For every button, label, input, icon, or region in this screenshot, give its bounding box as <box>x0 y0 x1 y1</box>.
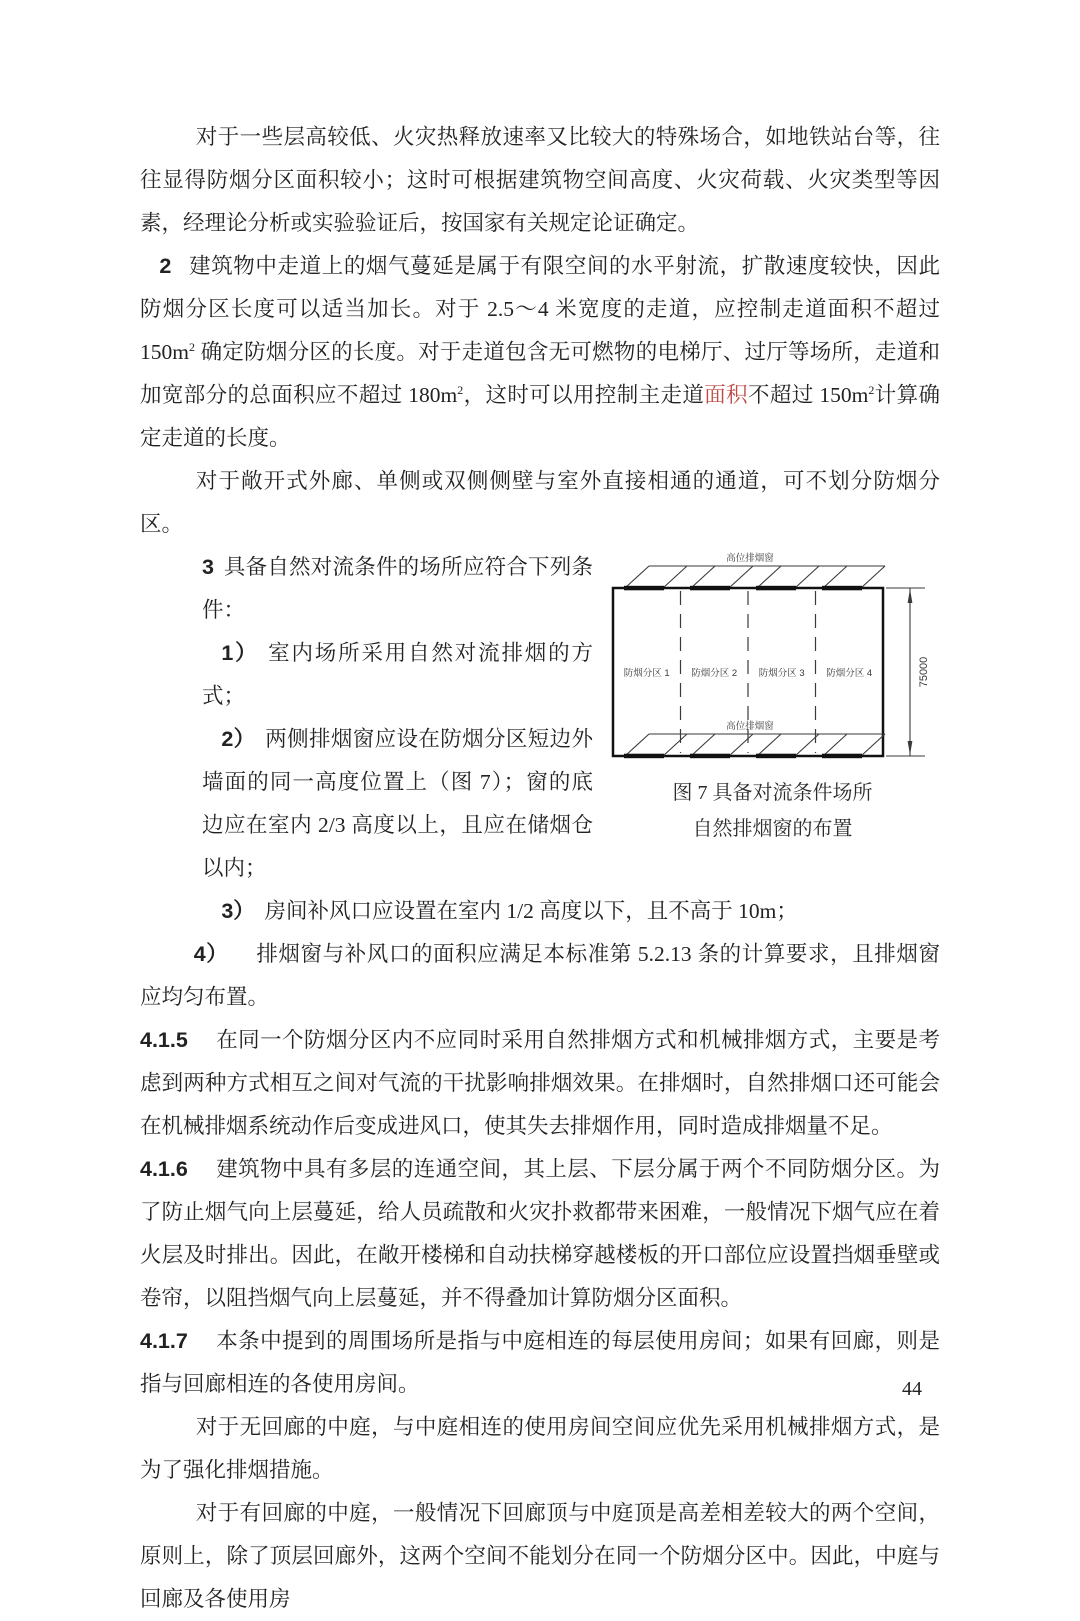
item-number: 3） <box>221 899 255 923</box>
paragraph-text: 两侧排烟窗应设在防烟分区短边外墙面的同一高度位置上（图 7）；窗的底边应在室内 2/3 高度以上，且应在储烟仓以内； <box>202 727 593 880</box>
top-vent-label: 高位排烟窗 <box>726 553 774 564</box>
zone-label-3: 防烟分区 3 <box>758 668 805 679</box>
item-number: 2 <box>159 254 172 278</box>
superscript: 2 <box>868 382 875 397</box>
item-number: 2） <box>221 727 256 751</box>
paragraph-text: 建筑物中走道上的烟气蔓延是属于有限空间的水平射流，扩散速度较快，因此防烟分区长度可以适当加长。对于 2.5～4 米宽度的走道，应控制走道面积不超过 150m <box>140 254 940 364</box>
figure-7 <box>605 550 940 847</box>
figure-caption-line2: 自然排烟窗的布置 <box>692 818 853 840</box>
paragraph-text: 对于有回廊的中庭，一般情况下回廊顶与中庭顶是高差相差较大的两个空间，原则上，除了顶层回廊外，这两个空间不能划分在同一个防烟分区中。因此，中庭与回廊及各使用房 <box>140 1501 940 1611</box>
section-4-1-7 <box>140 1320 940 1406</box>
paragraph-text: 本条中提到的周围场所是指与中庭相连的每层使用房间；如果有回廊，则是指与回廊相连的各使用房间。 <box>140 1329 940 1396</box>
item-number: 1） <box>221 641 259 665</box>
zone-label-2: 防烟分区 2 <box>691 668 738 679</box>
paragraph-no-gallery-atrium <box>140 1406 940 1492</box>
paragraph-open-gallery <box>140 460 940 546</box>
highlighted-text: 面积 <box>704 383 748 407</box>
zone-label-4: 防烟分区 4 <box>826 668 873 679</box>
item-number: 4） <box>193 942 229 966</box>
paragraph-text: 建筑物中具有多层的连通空间，其上层、下层分属于两个不同防烟分区。为了防止烟气向上层蔓延，给人员疏散和火灾扑救都带来困难，一般情况下烟气应在着火层及时排出。因此，在敞开楼梯和自动扶梯穿越楼板的开口部位应设置挡烟垂壁或卷帘，以阻挡烟气向上层蔓延，并不得叠加计算防烟分区面积。 <box>140 1157 940 1310</box>
paragraph-text: 房间补风口应设置在室内 1/2 高度以下，且不高于 10m； <box>264 899 798 923</box>
page-number: 44 <box>902 1378 922 1400</box>
paragraph-text: 对于一些层高较低、火灾热释放速率又比较大的特殊场合，如地铁站台等，往往显得防烟分区面积较小；这时可根据建筑物空间高度、火灾荷载、火灾类型等因素，经理论分析或实验验证后，按国家有关规定论证确定。 <box>140 125 940 235</box>
figure-caption-line1: 图 7 具备对流条件场所 <box>672 782 873 804</box>
item-number: 3 <box>202 555 214 579</box>
top-windows <box>625 566 885 588</box>
paragraph-text: 具备自然对流条件的场所应符合下列条件： <box>202 555 593 622</box>
paragraph-text: ，这时可以用控制主走道 <box>463 383 705 407</box>
bottom-windows <box>625 734 885 756</box>
paragraph-text: 对于无回廊的中庭，与中庭相连的使用房间空间应优先采用机械排烟方式，是为了强化排烟措施。 <box>140 1415 940 1482</box>
paragraph-text: 在同一个防烟分区内不应同时采用自然排烟方式和机械排烟方式，主要是考虑到两种方式相互之间对气流的干扰影响排烟效果。在排烟时，自然排烟口还可能会在机械排烟系统动作后变成进风口，使其失去排烟作用，同时造成排烟量不足。 <box>140 1028 940 1138</box>
dimension-value: 75000 <box>918 656 930 688</box>
section-number: 4.1.6 <box>140 1157 188 1181</box>
paragraph-with-gallery-atrium <box>140 1492 940 1621</box>
superscript: 2 <box>457 382 464 397</box>
section-4-1-6 <box>140 1148 940 1320</box>
section-number: 4.1.7 <box>140 1329 188 1353</box>
paragraph-text: 排烟窗与补风口的面积应满足本标准第 5.2.13 条的计算要求，且排烟窗应均匀布置。 <box>140 942 940 1009</box>
paragraph-sub-4 <box>140 933 940 1019</box>
bottom-vent-label: 高位排烟窗 <box>726 721 774 732</box>
smoke-zone-diagram <box>605 550 940 765</box>
section-number: 4.1.5 <box>140 1028 188 1052</box>
zone-label-1: 防烟分区 1 <box>623 668 670 679</box>
paragraph-special-cases <box>140 116 940 245</box>
paragraph-sub-3 <box>202 890 940 933</box>
paragraph-text: 不超过 150m <box>747 383 869 407</box>
paragraph-text: 计算确定走道的长度。 <box>140 383 940 450</box>
paragraph-item-2-corridor <box>140 245 940 460</box>
paragraph-text: 室内场所采用自然对流排烟的方式； <box>202 641 593 708</box>
section-4-1-5 <box>140 1019 940 1148</box>
paragraph-text: 确定防烟分区的长度。对于走道包含无可燃物的电梯厅、过厅等场所，走道和加宽部分的总面积应不超过 180m <box>140 340 940 407</box>
paragraph-text: 对于敞开式外廊、单侧或双侧侧壁与室外直接相通的通道，可不划分防烟分区。 <box>140 469 940 536</box>
superscript: 2 <box>188 339 195 354</box>
